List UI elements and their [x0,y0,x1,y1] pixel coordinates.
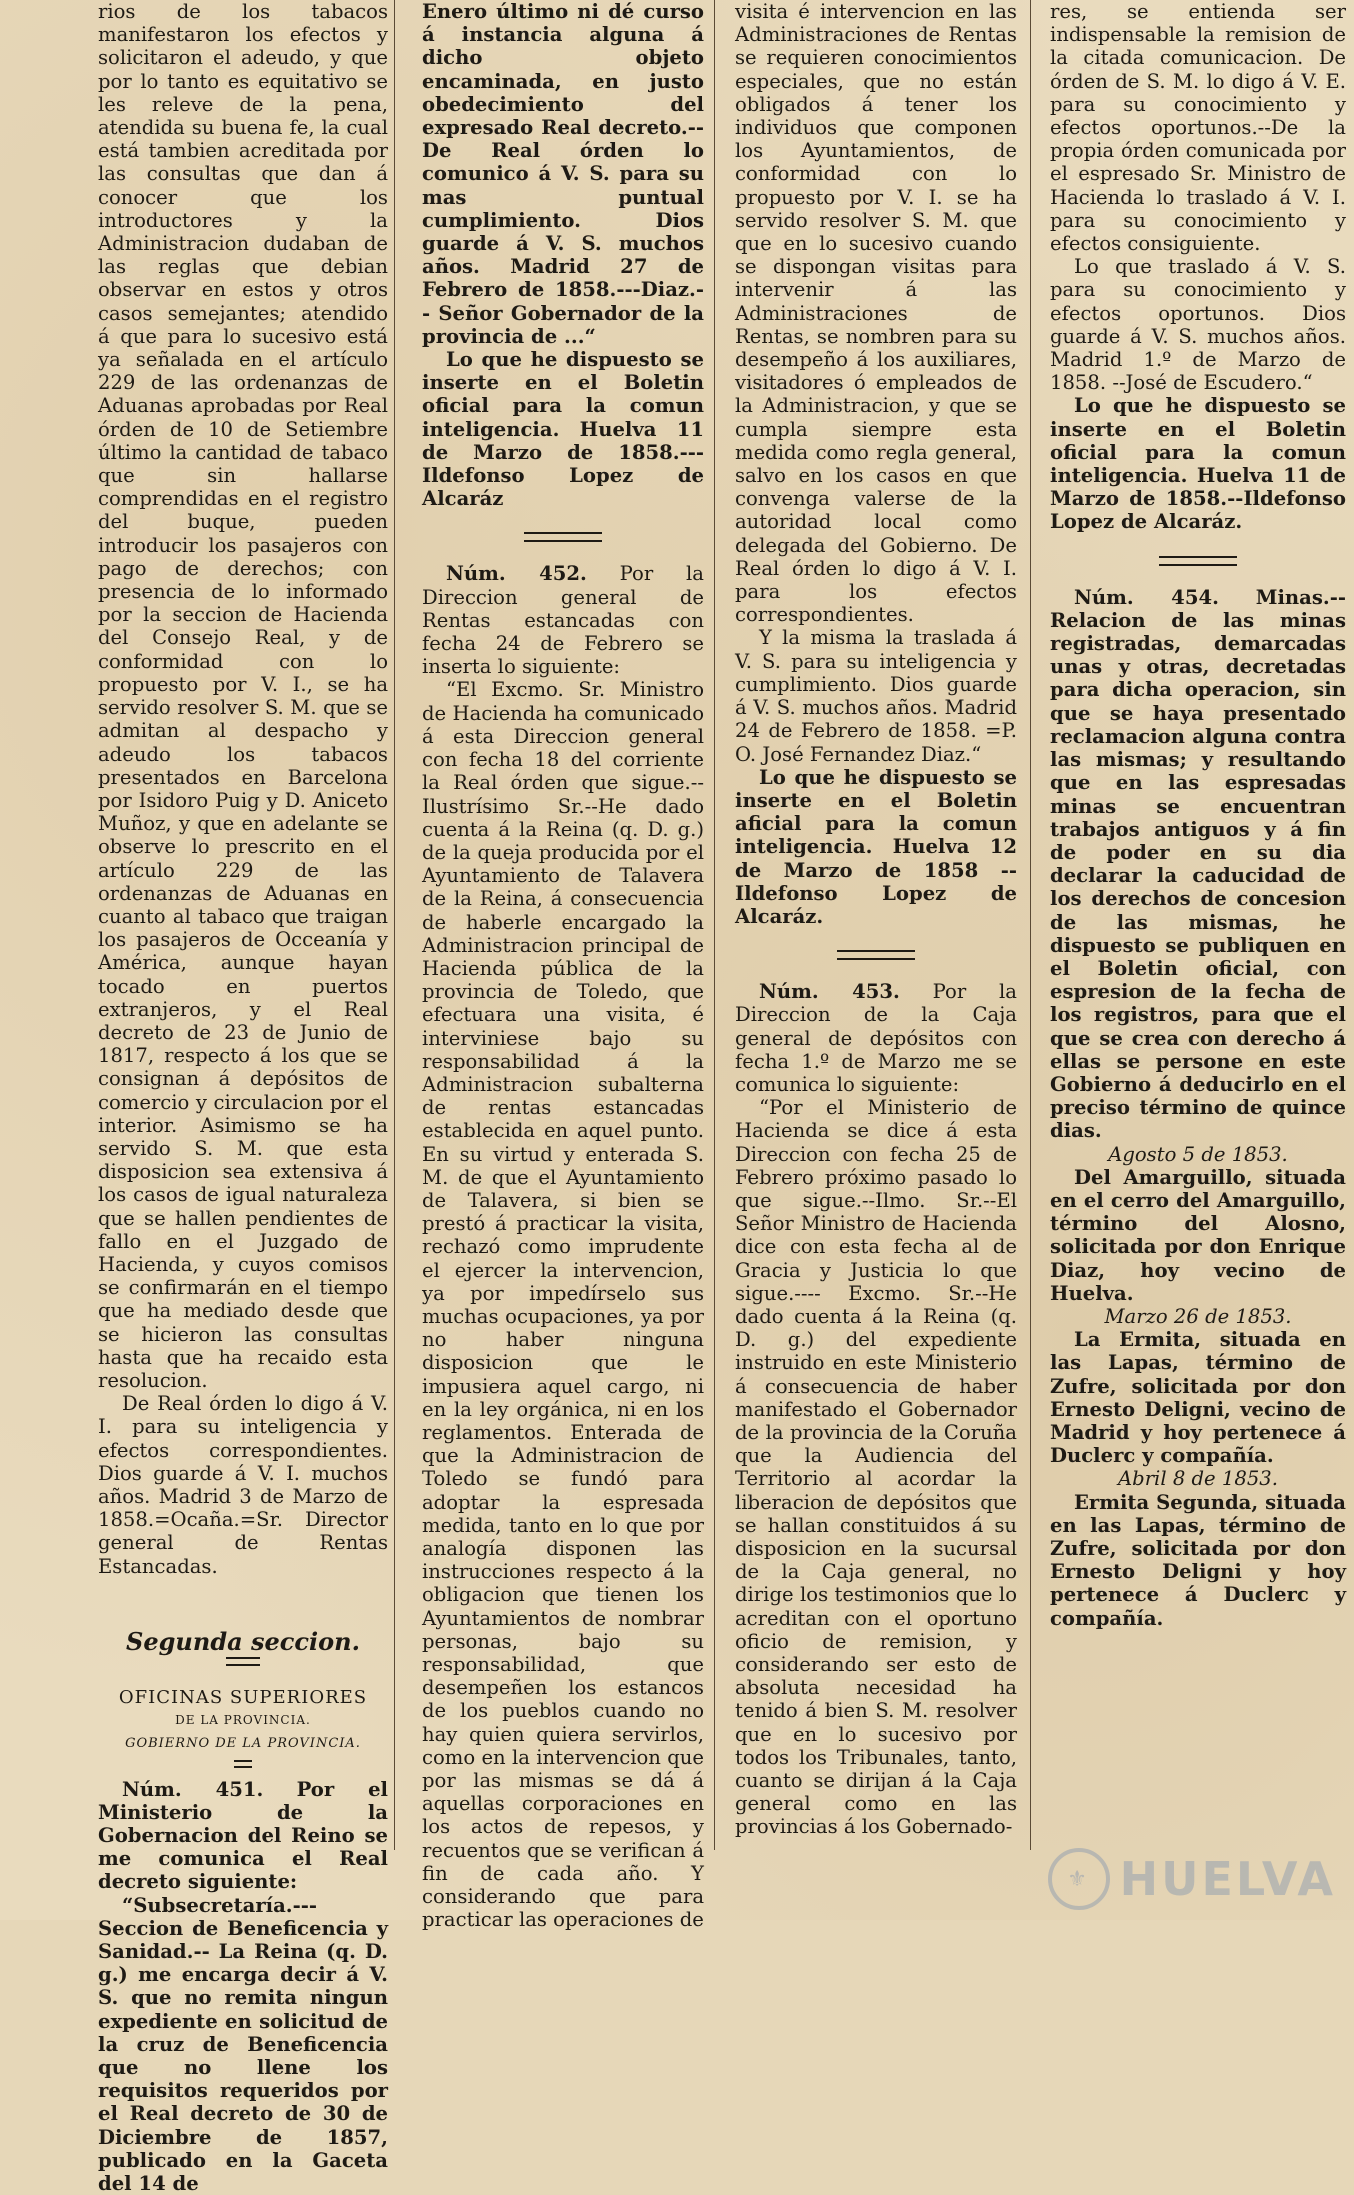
office-title: OFICINAS SUPERIORES [118,1687,368,1709]
article-intro: Por la Direccion de la Caja general de depósitos con fecha 1.º de Marzo me se comunica lo siguiente: [735,980,1017,1096]
mine-entry: Ermita Segunda, situada en las Lapas, término de Zufre, solicitada por don Ernesto Deligni y hoy pertenece á Duclerc y compañía. [1050,1490,1346,1630]
office-subtitle: DE LA PROVINCIA. [175,1713,311,1728]
paragraph: rios de los tabacos manifestaron los efectos y solicitaron el adeudo, y que por lo tanto es equitativo se les releve de la pena, atendida su buena fe, la cual está tambien acreditada por las consultas que dan á conocer que los introductores y la Administracion dudaban de las reglas que debian observar en estos y otros casos semejantes; atendido á que para lo sucesivo está ya señalada en el artículo 229 de las ordenanzas de Aduanas aprobadas por Real órden de 10 de Setiembre último la cantidad de tabaco que sin hallarse comprendidas en el registro del buque, pueden introducir los pasajeros con pago de derechos; con presencia de lo informado por la seccion de Hacienda del Consejo Real, y de conformidad con lo propuesto por V. I., se ha servido resolver S. M. que se admitan al despacho y adeudo los tabacos presentados en Barcelona por Isidoro Puig y D. Aniceto Muñoz, y que en adelante se observe lo prescrito en el artículo 229 de las ordenanzas de Aduanas en cuanto al tabaco que traigan los pasajeros de Occeanía y América, aunque hayan tocado en puertos extranjeros, y el Real decreto de 23 de Junio de 1817, respecto á los que se consignan á depósitos de comercio y circulacion por el interior. Asimismo se ha servido S. M. que esta disposicion sea extensiva á los casos de igual naturaleza que se hallen pendientes de fallo en el Juzgado de Hacienda, y cuyos comisos se confirmarán en el tiempo que ha mediado desde que se hicieron las consultas hasta que ha recaido esta resolucion. [98,0,388,1392]
paragraph: “El Excmo. Sr. Ministro de Hacienda ha comunicado á esta Direccion general con fecha 18 del corriente la Real órden que sigue.--Ilustrísimo Sr.--He dado cuenta á la Reina (q. D. g.) de la queja producida por el Ayuntamiento de Talavera de la Reina, á consecuencia de haberle encargado la Administracion principal de Hacienda pública de la provincia de Toledo, que efectuara una visita, é interviniese bajo su responsabilidad á la Administracion subalterna de rentas estancadas establecida en aquel punto. En su virtud y enterada S. M. de que el Ayuntamiento de Talavera, si bien se prestó á practicar la visita, rechazó como imprudente el ejercer la intervencion, ya por impedírselo sus muchas ocupaciones, ya por no haber ninguna disposicion que le impusiera aquel cargo, ni en la ley orgánica, ni en los reglamentos. Enterada de que la Administracion de Toledo se fundó para adoptar la espresada medida, tanto en lo que por analogía disponen las instrucciones respecto á la obligacion que tienen los Ayuntamientos de nombrar personas, bajo su responsabilidad, que desempeñen los estancos de los pueblos cuando no hay quien quiera servirlos, como en la intervencion que por las mismas se dá á aquellas corporaciones en los actos de repesos, y recuentos que se verifican á fin de cada año. Y considerando que para practicar las operaciones de [422,678,704,1932]
article-454 [1050,586,1346,1143]
article-number: Núm. 453. [759,980,900,1004]
archive-watermark [1048,1848,1336,1910]
watermark-text: HUELVA [1119,1852,1336,1906]
mine-entry: Del Amarguillo, situada en el cerro del Amarguillo, término del Alosno, solicitada por don Enrique Diaz, hoy vecino de Huelva. [1050,1165,1346,1305]
column-3 [735,0,1017,1920]
divider [524,532,602,542]
article-451 [98,1778,388,1894]
article-number: Núm. 452. [446,562,587,586]
divider [234,1760,252,1768]
paragraph: Y la misma la traslada á V. S. para su inteligencia y cumplimiento. Dios guarde á V. S. muchos años. Madrid 24 de Febrero de 1858. =P. O. José Fernandez Diaz.“ [735,626,1017,766]
column-4 [1050,0,1346,1920]
article-number: Núm. 454. [1074,585,1219,609]
paragraph: “Por el Ministerio de Hacienda se dice á esta Direccion con fecha 25 de Febrero próximo pasado lo que sigue.--Ilmo. Sr.--El Señor Ministro de Hacienda dice con esta fecha al de Gracia y Justicia lo que sigue.---- Excmo. Sr.--He dado cuenta á la Reina (q. D. g.) del expediente instruido en este Ministerio á consecuencia de haber manifestado el Gobernador de la provincia de la Coruña que la Audiencia del Territorio al acordar la liberacion de depósitos que se hallan constituidos á su disposicion en la sucursal de la Caja general, no dirige los testimonios que lo acreditan con el oportuno oficio de remision, y considerando ser esto de absoluta necesidad ha tenido á bien S. M. resolver que en lo sucesivo por todos los Tribunales, tanto, cuanto se dirijan á la Caja general como en las provincias á los Gobernado- [735,1096,1017,1839]
divider [837,950,915,960]
registry-date: Abril 8 de 1853. [1118,1467,1278,1491]
government-title: GOBIERNO DE LA PROVINCIA. [125,1736,361,1752]
seal-icon: ⚜ [1048,1848,1110,1910]
column-2 [422,0,704,1932]
article-intro: Por la Direccion general de Rentas estancadas con fecha 24 de Febrero se inserta lo siguiente: [422,562,704,679]
paragraph: res, se entienda ser indispensable la remision de la citada comunicacion. De órden de S. M. lo digo á V. E. para su conocimiento y efectos oportunos.--De la propia órden comunicada por el espresado Sr. Ministro de Hacienda lo traslado á V. I. para su conocimiento y efectos consiguiente. [1050,0,1346,256]
paragraph: visita é intervencion en las Administraciones de Rentas se requieren conocimientos especiales, que no están obligados á tener los individuos que componen los Ayuntamientos, de conformidad con lo propuesto por V. I. se ha servido resolver S. M. que que en lo sucesivo cuando se dispongan visitas para intervenir á las Administraciones de Rentas, se nombren para su desempeño á los auxiliares, visitadores ó empleados de la Administracion, y que se cumpla siempre esta medida como regla general, salvo en los casos en que convenga valerse de la autoridad local como delegada del Gobierno. De Real órden lo digo á V. I. para los efectos correspondientes. [735,0,1017,627]
registry-date: Marzo 26 de 1853. [1104,1304,1292,1328]
mine-entry: La Ermita, situada en las Lapas, término de Zufre, solicitada por don Ernesto Deligni, vecino de Madrid y hoy pertenece á Duclerc y compañía. [1050,1328,1346,1468]
article-452 [422,562,704,678]
article-453 [735,980,1017,1096]
paragraph: Lo que he dispuesto se inserte en el Boletin aficial para la comun inteligencia. Huelva 12 de Marzo de 1858 --Ildefonso Lopez de Alcaráz. [735,765,1017,928]
paragraph: “Subsecretaría.---Seccion de Beneficencia y Sanidad.-- La Reina (q. D. g.) me encarga decir á V. S. que no remita ningun expediente en solicitud de la cruz de Beneficencia que no llene los requisitos requeridos por el Real decreto de 30 de Diciembre de 1857, publicado en la Gaceta del 14 de [98,1893,388,2195]
paragraph: Enero último ni dé curso á instancia alguna á dicho objeto encaminada, en justo obedecimiento del expresado Real decreto.--De Real órden lo comunico á V. S. para su mas puntual cumplimiento. Dios guarde á V. S. muchos años. Madrid 27 de Febrero de 1858.---Diaz.-- Señor Gobernador de la provincia de ...“ [422,0,704,348]
divider [226,1657,260,1666]
article-number: Núm. 451. [122,1777,264,1801]
section-title: Segunda seccion. [126,1626,360,1656]
column-rule [1030,0,1031,1850]
paragraph: Lo que he dispuesto se inserte en el Boletin oficial para la comun inteligencia. Huelva 11 de Marzo de 1858.---Ildefonso Lopez de Alcaráz [422,348,704,511]
column-rule [714,0,715,1850]
divider [1159,556,1237,566]
paragraph: Lo que he dispuesto se inserte en el Boletin oficial para la comun inteligencia. Huelva 11 de Marzo de 1858.--Ildefonso Lopez de Alcaráz. [1050,394,1346,534]
registry-date: Agosto 5 de 1853. [1108,1142,1288,1166]
paragraph: Lo que traslado á V. S. para su conocimiento y efectos oportunos. Dios guarde á V. S. muchos años. Madrid 1.º de Marzo de 1858. --José de Escudero.“ [1050,255,1346,395]
paragraph: De Real órden lo digo á V. I. para su inteligencia y efectos correspondientes. Dios guarde á V. I. muchos años. Madrid 3 de Marzo de 1858.=Ocaña.=Sr. Director general de Rentas Estancadas. [98,1392,388,1578]
article-intro: Minas.--Relacion de las minas registradas, demarcadas unas y otras, decretadas para dicha operacion, sin que se haya presentado reclamacion alguna contra las mismas; y resultando que en las espresadas minas se encuentran trabajos antiguos y á fin de poder en su dia declarar la caducidad de los derechos de concesion de las mismas, he dispuesto se publiquen en el Boletin oficial, con espresion de la fecha de los registros, para que el que se crea con derecho á ellas se persone en este Gobierno á deducirlo en el preciso término de quince dias. [1050,585,1346,1143]
column-1 [98,0,388,2195]
article-intro: Por el Ministerio de la Gobernacion del Reino se me comunica el Real decreto siguiente: [98,1777,388,1894]
column-rule [394,0,395,1850]
